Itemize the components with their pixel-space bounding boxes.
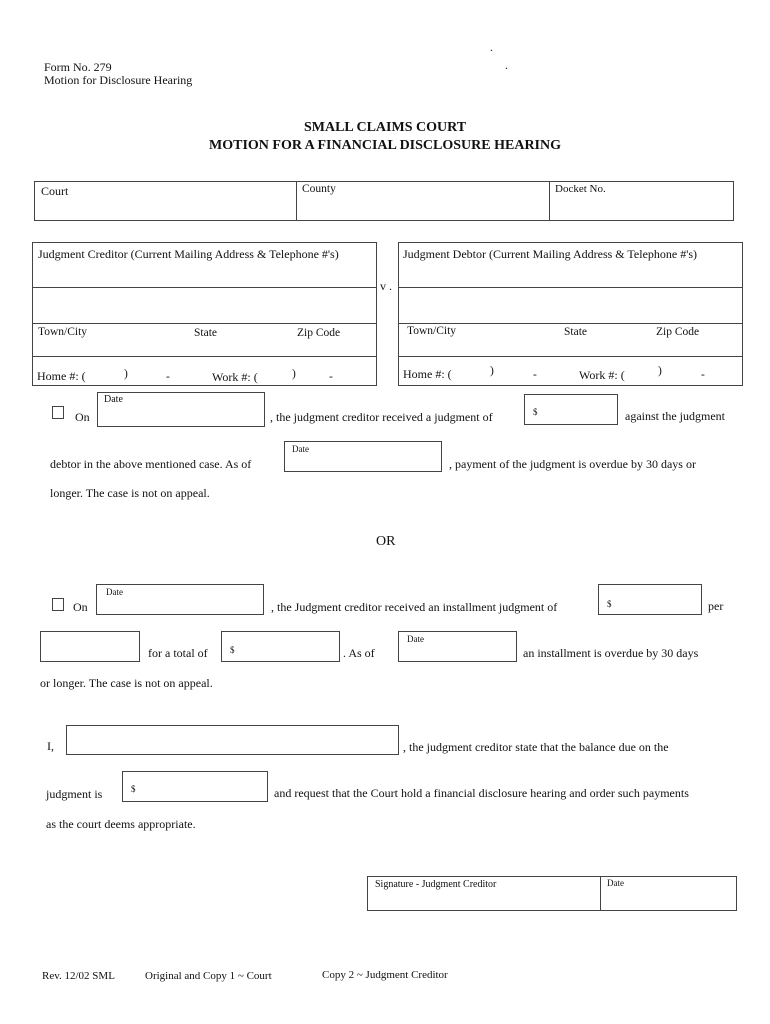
- form-number: Form No. 279: [44, 60, 112, 74]
- option2-date-field[interactable]: [96, 584, 264, 615]
- debtor-work-dash: -: [701, 369, 705, 381]
- option2-total-amount-field[interactable]: [221, 631, 340, 662]
- court-label: Court: [41, 184, 69, 198]
- versus: v .: [380, 279, 392, 293]
- creditor-work-close: ): [292, 368, 296, 380]
- option2-text1: , the Judgment creditor received an installment judgment of: [271, 600, 558, 614]
- footer-revision: Rev. 12/02 SML: [42, 970, 115, 982]
- dollar-sign: $: [533, 407, 538, 417]
- option1-on-label: On: [75, 410, 90, 424]
- option2-checkbox[interactable]: [52, 598, 64, 611]
- creditor-address-field[interactable]: [35, 287, 374, 321]
- date-label: Date: [104, 394, 123, 405]
- option1-date-field[interactable]: [97, 392, 265, 427]
- creditor-state-label: State: [194, 327, 217, 339]
- creditor-work-label: Work #: (: [212, 370, 258, 384]
- debtor-home-close: ): [490, 365, 494, 377]
- creditor-home-dash: -: [166, 371, 170, 383]
- stray-dot: .: [505, 58, 508, 72]
- option2-per-label: per: [708, 599, 724, 613]
- county-field[interactable]: [298, 199, 548, 219]
- date-label: Date: [407, 634, 424, 644]
- debtor-work-label: Work #: (: [579, 368, 625, 382]
- creditor-header: Judgment Creditor (Current Mailing Address & Telephone #'s): [38, 247, 339, 261]
- page-subtitle: MOTION FOR A FINANCIAL DISCLOSURE HEARING: [209, 138, 561, 153]
- option1-overdue-date-field[interactable]: [284, 441, 442, 472]
- statement-text1: , the judgment creditor state that the balance due on the: [403, 740, 669, 754]
- stray-dot: .: [490, 40, 493, 54]
- option1-checkbox[interactable]: [52, 406, 64, 419]
- option1-amount-field[interactable]: [524, 394, 618, 425]
- option2-total-label: for a total of: [148, 646, 208, 660]
- statement-i-label: I,: [47, 739, 54, 753]
- debtor-state-label: State: [564, 326, 587, 338]
- option1-text4: , payment of the judgment is overdue by 30 days or: [449, 457, 696, 471]
- debtor-home-label: Home #: (: [403, 367, 452, 381]
- county-label: County: [302, 183, 336, 195]
- footer-copy1: Original and Copy 1 ~ Court: [145, 970, 272, 982]
- docket-field[interactable]: [551, 199, 731, 219]
- option2-as-of-label: . As of: [343, 646, 375, 660]
- debtor-home-dash: -: [533, 369, 537, 381]
- option1-text3: debtor in the above mentioned case. As of: [50, 457, 252, 471]
- statement-text3: as the court deems appropriate.: [46, 817, 196, 831]
- signature-field[interactable]: [370, 890, 596, 909]
- option1-text5: longer. The case is not on appeal.: [50, 486, 210, 500]
- creditor-home-label: Home #: (: [37, 369, 86, 383]
- option2-text3: or longer. The case is not on appeal.: [40, 676, 213, 690]
- debtor-town-label: Town/City: [407, 325, 457, 337]
- balance-due-field[interactable]: [122, 771, 268, 802]
- option2-on-label: On: [73, 600, 88, 614]
- creditor-zip-label: Zip Code: [297, 327, 341, 339]
- option2-text2: an installment is overdue by 30 days: [523, 646, 699, 660]
- date-label: Date: [292, 444, 309, 454]
- page-title: SMALL CLAIMS COURT: [303, 120, 467, 135]
- statement-judgment-is-label: judgment is: [46, 787, 103, 801]
- debtor-header: Judgment Debtor (Current Mailing Address & Telephone #'s): [403, 247, 698, 261]
- signature-label: Signature - Judgment Creditor: [375, 879, 497, 890]
- or-separator: OR: [376, 534, 396, 549]
- signature-date-field[interactable]: [603, 890, 734, 909]
- debtor-address-field[interactable]: [401, 287, 740, 321]
- creditor-name-field[interactable]: [66, 725, 399, 755]
- option2-period-field[interactable]: [40, 631, 140, 662]
- debtor-work-close: ): [658, 365, 662, 377]
- debtor-zip-label: Zip Code: [656, 326, 700, 338]
- option2-installment-amount-field[interactable]: [598, 584, 702, 615]
- dollar-sign: $: [607, 599, 612, 609]
- signature-date-label: Date: [607, 878, 624, 888]
- statement-text2: and request that the Court hold a financial disclosure hearing and order such payments: [274, 786, 689, 800]
- option1-text2: against the judgment: [625, 409, 725, 423]
- creditor-work-dash: -: [329, 371, 333, 383]
- dollar-sign: $: [230, 645, 235, 655]
- creditor-home-close: ): [124, 368, 128, 380]
- option1-text1: , the judgment creditor received a judgment of: [270, 410, 493, 424]
- footer-copy2: Copy 2 ~ Judgment Creditor: [322, 969, 448, 981]
- creditor-town-label: Town/City: [38, 326, 88, 338]
- date-label: Date: [106, 587, 123, 597]
- docket-label: Docket No.: [555, 183, 606, 195]
- form-name: Motion for Disclosure Hearing: [44, 73, 193, 87]
- option2-overdue-date-field[interactable]: [398, 631, 517, 662]
- court-field[interactable]: [38, 199, 292, 219]
- dollar-sign: $: [131, 784, 136, 794]
